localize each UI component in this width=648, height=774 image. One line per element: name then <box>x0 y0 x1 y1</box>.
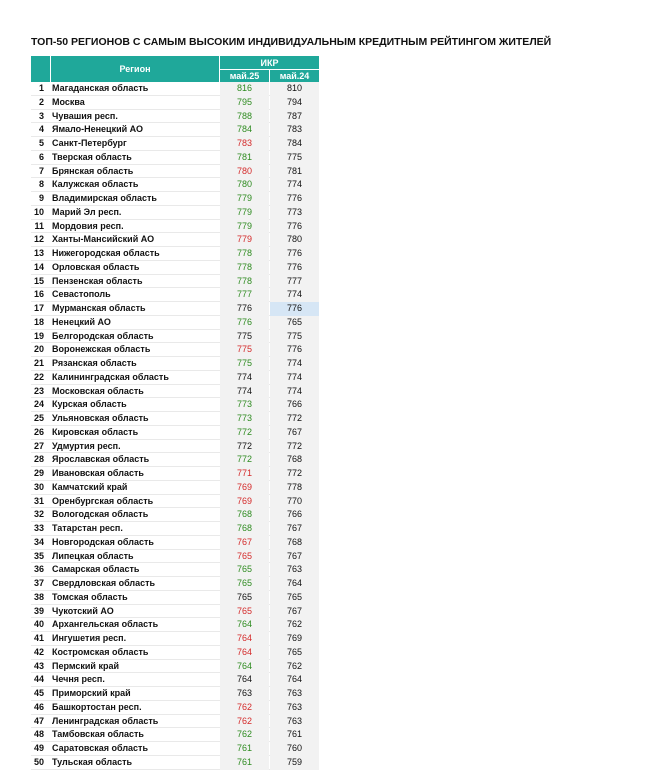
row-value-may24: 767 <box>270 522 319 536</box>
row-rank: 37 <box>33 578 44 588</box>
table-row <box>31 618 303 632</box>
row-region-name: Москва <box>52 96 85 107</box>
row-rank: 24 <box>33 399 44 410</box>
row-rank: 18 <box>33 316 44 327</box>
row-rank: 46 <box>33 701 44 712</box>
row-value-may24: 763 <box>270 715 319 729</box>
row-value-may25: 775 <box>220 343 269 357</box>
row-region-name: Ненецкий АО <box>52 316 111 327</box>
table-header <box>31 56 310 82</box>
row-rank: 1 <box>38 83 44 93</box>
row-value-may24: 776 <box>270 247 319 261</box>
row-region-name: Камчатский край <box>52 481 128 492</box>
page-title: ТОП-50 РЕГИОНОВ С САМЫМ ВЫСОКИМ ИНДИВИДУАЛЬНЫМ КРЕДИТНЫМ РЕЙТИНГОМ ЖИТЕЛЕЙ <box>31 36 552 48</box>
table-row <box>31 247 303 261</box>
table-row <box>31 495 303 509</box>
row-value-may24: 765 <box>270 591 319 605</box>
row-rank: 15 <box>33 275 44 286</box>
table-row <box>31 192 303 206</box>
row-region-name: Ленинградская область <box>52 715 159 726</box>
table-row <box>31 426 303 440</box>
header-col-may25: май.25 <box>220 70 269 82</box>
row-value-may25: 775 <box>220 330 269 344</box>
table-row <box>31 591 303 605</box>
row-value-may24: 774 <box>270 371 319 385</box>
row-value-may25: 762 <box>220 715 269 729</box>
table-row <box>31 742 303 756</box>
row-value-may24: 765 <box>270 316 319 330</box>
row-rank: 2 <box>38 96 44 107</box>
table-row <box>31 577 303 591</box>
row-value-may24: 776 <box>270 220 319 234</box>
row-value-may25: 779 <box>220 192 269 206</box>
row-rank: 5 <box>38 138 44 148</box>
row-value-may24: 776 <box>270 302 319 316</box>
table-row <box>31 673 303 687</box>
row-rank: 17 <box>33 303 44 313</box>
row-value-may25: 767 <box>220 536 269 550</box>
row-value-may24: 763 <box>270 701 319 715</box>
row-region-name: Калужская область <box>52 179 139 190</box>
row-region-name: Тверская область <box>52 151 132 162</box>
row-rank: 47 <box>33 715 44 726</box>
row-rank: 11 <box>34 220 44 231</box>
row-rank: 23 <box>33 385 44 396</box>
row-rank: 43 <box>33 660 44 671</box>
table-row <box>31 453 303 467</box>
row-value-may24: 760 <box>270 742 319 756</box>
row-rank: 12 <box>33 234 44 245</box>
row-value-may24: 762 <box>270 618 319 632</box>
row-value-may25: 779 <box>220 233 269 247</box>
row-rank: 42 <box>33 646 44 657</box>
row-value-may25: 769 <box>220 495 269 509</box>
row-rank: 13 <box>33 248 44 258</box>
row-rank: 7 <box>38 165 44 176</box>
row-region-name: Саратовская область <box>52 743 148 753</box>
row-region-name: Ямало-Ненецкий АО <box>52 124 144 135</box>
row-rank: 16 <box>33 289 44 300</box>
row-value-may24: 784 <box>270 137 319 151</box>
row-value-may24: 794 <box>270 96 319 110</box>
table-row <box>31 550 303 564</box>
row-value-may25: 769 <box>220 481 269 495</box>
row-rank: 49 <box>33 743 44 753</box>
row-region-name: Татарстан респ. <box>52 523 123 533</box>
row-value-may25: 765 <box>220 577 269 591</box>
header-region: Регион <box>51 56 219 82</box>
row-region-name: Ханты-Мансийский АО <box>52 234 155 245</box>
row-region-name: Вологодская область <box>52 509 149 520</box>
row-value-may24: 770 <box>270 495 319 509</box>
row-rank: 4 <box>38 124 44 135</box>
row-value-may25: 816 <box>220 82 269 96</box>
table-row <box>31 536 303 550</box>
row-value-may24: 763 <box>270 687 319 701</box>
row-rank: 38 <box>33 591 44 602</box>
row-value-may25: 764 <box>220 646 269 660</box>
row-value-may24: 759 <box>270 756 319 770</box>
row-region-name: Марий Эл респ. <box>52 206 122 217</box>
row-region-name: Башкортостан респ. <box>52 701 142 712</box>
table-row <box>31 357 303 371</box>
row-region-name: Брянская область <box>52 165 134 176</box>
table-row <box>31 687 303 701</box>
table-row <box>31 756 303 770</box>
row-value-may24: 787 <box>270 110 319 124</box>
row-rank: 3 <box>38 110 44 121</box>
row-rank: 40 <box>33 619 44 630</box>
header-col-may24: май.24 <box>270 70 319 82</box>
row-region-name: Чукотский АО <box>52 605 114 616</box>
row-region-name: Пермский край <box>52 660 120 671</box>
row-value-may25: 763 <box>220 687 269 701</box>
table-row <box>31 398 303 412</box>
row-region-name: Мордовия респ. <box>52 220 124 231</box>
table-row <box>31 412 303 426</box>
row-value-may24: 764 <box>270 577 319 591</box>
row-region-name: Ярославская область <box>52 454 150 465</box>
table-row <box>31 371 303 385</box>
row-value-may25: 773 <box>220 412 269 426</box>
row-value-may24: 774 <box>270 385 319 399</box>
row-rank: 48 <box>33 729 44 740</box>
row-value-may24: 774 <box>270 357 319 371</box>
row-value-may25: 762 <box>220 701 269 715</box>
row-value-may25: 774 <box>220 371 269 385</box>
table-row <box>31 343 303 357</box>
row-region-name: Самарская область <box>52 564 140 575</box>
row-rank: 8 <box>38 179 44 190</box>
row-value-may25: 780 <box>220 178 269 192</box>
row-value-may25: 779 <box>220 220 269 234</box>
row-region-name: Кировская область <box>52 426 139 437</box>
row-value-may24: 765 <box>270 646 319 660</box>
table-row <box>31 82 303 96</box>
row-value-may24: 772 <box>270 467 319 481</box>
row-region-name: Архангельская область <box>52 619 159 630</box>
row-value-may25: 762 <box>220 728 269 742</box>
row-value-may25: 765 <box>220 605 269 619</box>
row-rank: 31 <box>33 495 44 506</box>
row-rank: 41 <box>33 633 44 643</box>
row-value-may25: 764 <box>220 673 269 687</box>
row-value-may25: 783 <box>220 137 269 151</box>
row-value-may24: 774 <box>270 288 319 302</box>
row-value-may25: 772 <box>220 440 269 454</box>
row-rank: 30 <box>33 481 44 492</box>
row-value-may25: 764 <box>220 618 269 632</box>
row-rank: 44 <box>33 674 44 685</box>
row-rank: 29 <box>33 468 44 478</box>
row-value-may25: 768 <box>220 522 269 536</box>
row-value-may24: 773 <box>270 206 319 220</box>
row-region-name: Нижегородская область <box>52 248 160 258</box>
row-value-may25: 765 <box>220 563 269 577</box>
row-rank: 22 <box>33 371 44 382</box>
row-region-name: Чечня респ. <box>52 674 105 685</box>
table-row <box>31 178 303 192</box>
table-row <box>31 288 303 302</box>
row-region-name: Костромская область <box>52 646 149 657</box>
row-value-may24: 777 <box>270 275 319 289</box>
table-row <box>31 632 303 646</box>
table-row <box>31 563 303 577</box>
row-region-name: Новгородская область <box>52 536 154 547</box>
table-row <box>31 233 303 247</box>
row-value-may24: 772 <box>270 440 319 454</box>
row-region-name: Магаданская область <box>52 83 149 93</box>
row-region-name: Белгородская область <box>52 330 154 341</box>
row-region-name: Курская область <box>52 399 127 410</box>
row-value-may25: 776 <box>220 316 269 330</box>
row-value-may24: 766 <box>270 508 319 522</box>
row-value-may24: 768 <box>270 536 319 550</box>
table-row <box>31 261 303 275</box>
table-row <box>31 605 303 619</box>
table-row <box>31 137 303 151</box>
row-rank: 27 <box>33 440 44 451</box>
row-rank: 19 <box>33 330 44 341</box>
row-value-may24: 762 <box>270 660 319 674</box>
table-row <box>31 96 303 110</box>
row-region-name: Чувашия респ. <box>52 110 118 121</box>
table-row <box>31 508 303 522</box>
row-value-may25: 775 <box>220 357 269 371</box>
row-value-may25: 764 <box>220 632 269 646</box>
table-row <box>31 467 303 481</box>
row-rank: 33 <box>33 523 44 533</box>
row-value-may25: 772 <box>220 453 269 467</box>
row-value-may25: 784 <box>220 123 269 137</box>
table-row <box>31 701 303 715</box>
row-value-may25: 777 <box>220 288 269 302</box>
header-ikr-group: ИКР <box>220 56 319 69</box>
row-region-name: Ингушетия респ. <box>52 633 127 643</box>
row-value-may24: 767 <box>270 550 319 564</box>
row-rank: 21 <box>33 358 44 368</box>
row-region-name: Ивановская область <box>52 468 144 478</box>
row-value-may24: 766 <box>270 398 319 412</box>
table-row <box>31 316 303 330</box>
row-rank: 50 <box>33 756 44 767</box>
row-rank: 6 <box>38 151 44 162</box>
row-region-name: Севастополь <box>52 289 111 300</box>
row-value-may25: 772 <box>220 426 269 440</box>
table-row <box>31 123 303 137</box>
row-value-may24: 810 <box>270 82 319 96</box>
table-row <box>31 481 303 495</box>
row-value-may24: 769 <box>270 632 319 646</box>
row-region-name: Московская область <box>52 385 144 396</box>
row-value-may25: 768 <box>220 508 269 522</box>
table-row <box>31 110 303 124</box>
table-row <box>31 302 303 316</box>
row-value-may25: 771 <box>220 467 269 481</box>
row-rank: 10 <box>33 206 44 217</box>
row-value-may25: 776 <box>220 302 269 316</box>
row-value-may24: 761 <box>270 728 319 742</box>
row-rank: 25 <box>33 413 44 423</box>
row-region-name: Удмуртия респ. <box>52 440 121 451</box>
row-region-name: Пензенская область <box>52 275 143 286</box>
row-value-may24: 775 <box>270 151 319 165</box>
row-rank: 35 <box>33 550 44 561</box>
row-value-may25: 765 <box>220 550 269 564</box>
table-row <box>31 220 303 234</box>
row-value-may24: 775 <box>270 330 319 344</box>
row-value-may25: 781 <box>220 151 269 165</box>
row-value-may24: 764 <box>270 673 319 687</box>
row-region-name: Калининградская область <box>52 371 169 382</box>
row-value-may25: 765 <box>220 591 269 605</box>
table-row <box>31 522 303 536</box>
row-rank: 39 <box>33 605 44 616</box>
row-region-name: Орловская область <box>52 261 140 272</box>
table-row <box>31 715 303 729</box>
row-value-may25: 778 <box>220 261 269 275</box>
row-value-may25: 764 <box>220 660 269 674</box>
row-value-may24: 768 <box>270 453 319 467</box>
row-value-may25: 773 <box>220 398 269 412</box>
row-value-may25: 761 <box>220 742 269 756</box>
row-value-may24: 772 <box>270 412 319 426</box>
row-rank: 20 <box>33 344 44 355</box>
row-region-name: Липецкая область <box>52 550 134 561</box>
row-region-name: Оренбургская область <box>52 495 154 506</box>
row-value-may25: 795 <box>220 96 269 110</box>
row-region-name: Воронежская область <box>52 344 151 355</box>
table-row <box>31 165 303 179</box>
table-row <box>31 440 303 454</box>
row-value-may25: 778 <box>220 247 269 261</box>
table-row <box>31 646 303 660</box>
row-value-may24: 776 <box>270 261 319 275</box>
row-value-may25: 780 <box>220 165 269 179</box>
header-num-cell <box>31 56 50 82</box>
row-value-may25: 774 <box>220 385 269 399</box>
row-value-may24: 781 <box>270 165 319 179</box>
row-value-may25: 779 <box>220 206 269 220</box>
row-region-name: Тамбовская область <box>52 729 144 740</box>
table-row <box>31 728 303 742</box>
table-row <box>31 330 303 344</box>
table-row <box>31 275 303 289</box>
row-value-may24: 767 <box>270 605 319 619</box>
row-rank: 45 <box>33 688 44 698</box>
row-value-may24: 763 <box>270 563 319 577</box>
row-region-name: Ульяновская область <box>52 413 149 423</box>
table-row <box>31 151 303 165</box>
row-region-name: Рязанская область <box>52 358 137 368</box>
row-region-name: Санкт-Петербург <box>52 138 127 148</box>
row-rank: 26 <box>33 426 44 437</box>
row-value-may25: 761 <box>220 756 269 770</box>
row-region-name: Свердловская область <box>52 578 156 588</box>
row-rank: 28 <box>33 454 44 465</box>
row-region-name: Приморский край <box>52 688 131 698</box>
row-value-may24: 776 <box>270 343 319 357</box>
row-value-may25: 788 <box>220 110 269 124</box>
table-row <box>31 385 303 399</box>
row-rank: 34 <box>33 536 44 547</box>
row-region-name: Тульская область <box>52 756 133 767</box>
rating-table <box>31 56 310 770</box>
table-body <box>31 82 303 770</box>
row-value-may24: 767 <box>270 426 319 440</box>
row-region-name: Томская область <box>52 591 128 602</box>
row-value-may24: 776 <box>270 192 319 206</box>
row-rank: 32 <box>33 509 44 520</box>
row-value-may24: 778 <box>270 481 319 495</box>
row-region-name: Владимирская область <box>52 193 157 203</box>
row-value-may25: 778 <box>220 275 269 289</box>
row-value-may24: 774 <box>270 178 319 192</box>
row-region-name: Мурманская область <box>52 303 146 313</box>
table-row <box>31 660 303 674</box>
row-rank: 36 <box>33 564 44 575</box>
row-rank: 9 <box>38 193 44 203</box>
table-row <box>31 206 303 220</box>
row-value-may24: 780 <box>270 233 319 247</box>
row-value-may24: 783 <box>270 123 319 137</box>
row-rank: 14 <box>33 261 44 272</box>
